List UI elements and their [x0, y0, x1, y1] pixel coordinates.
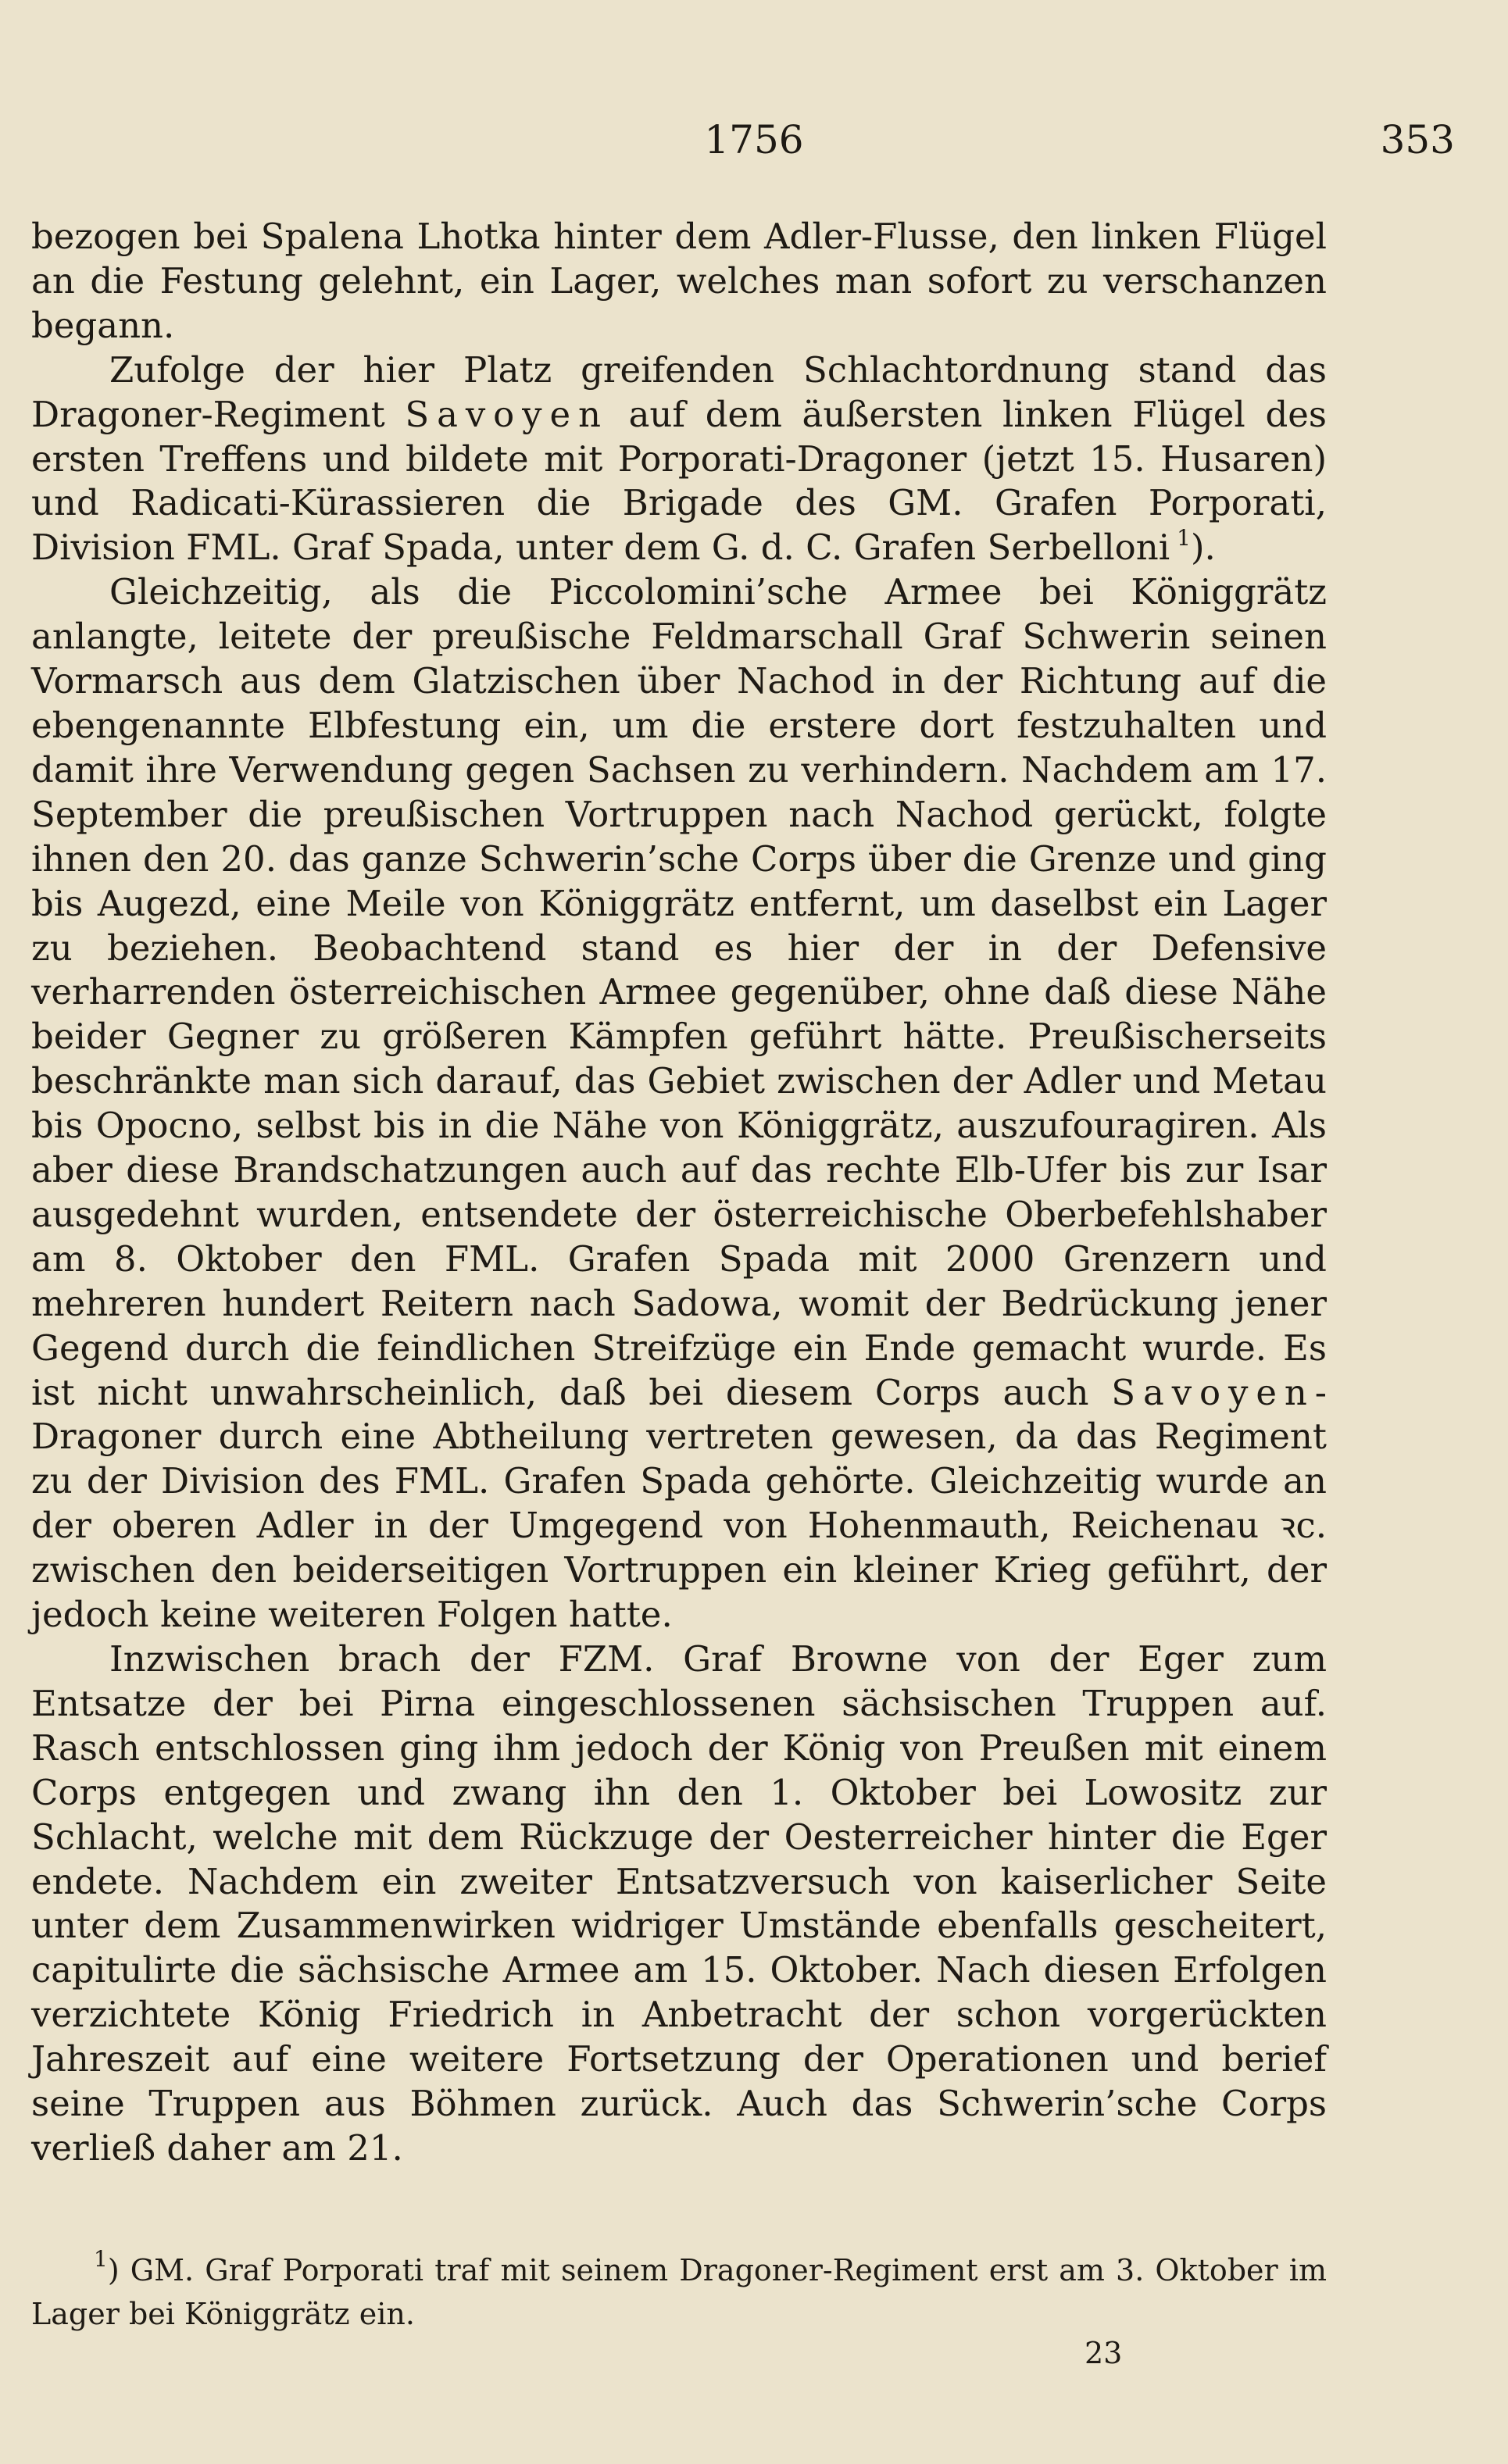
paragraph-3-text-a: Gleichzeitig, als die Piccolomini’sche Armee bei Königgrätz anlangte, leitete der preußische Feldmarschall Graf Schwerin seinen Vormarsch aus dem Glatzischen über Nachod in der Richtung auf die ebengenannte Elbfestung ein, um die erstere dort festzuhalten und damit ihre Verwendung gegen Sachsen zu verhindern. Nachdem am 17. September die preußischen Vortruppen nach Nachod gerückt, folgte ihnen den 20. das ganze Schwerin’sche Corps über die Grenze und ging bis Augezd, eine Meile von Königgrätz entfernt, um daselbst ein Lager zu beziehen. Beobachtend stand es hier der in der Defensive verharrenden österreichischen Armee gegenüber, ohne daß diese Nähe beider Gegner zu größeren Kämpfen geführt hätte. Preußischerseits beschränkte man sich darauf, das Gebiet zwischen der Adler und Metau bis Opocno, selbst bis in die Nähe von Königgrätz, auszufouragiren. Als aber diese Brandschatzungen auch auf das rechte Elb-Ufer bis zur Isar ausgedehnt wurden, entsendete der österreichische Oberbefehlshaber am 8. Oktober den FML. Grafen Spada mit 2000 Grenzern und mehreren hundert Reitern nach Sadowa, womit der Bedrückung jener Gegend durch die feindlichen Streifzüge ein Ende gemacht wurde. Es ist nicht unwahrscheinlich, daß bei diesem Corps auch	[31, 571, 1327, 1413]
footnote	[31, 2248, 1327, 2336]
paragraph-3	[31, 570, 1327, 1637]
paragraph-2-text-c: ).	[1190, 527, 1216, 569]
footnote-marker: 1	[94, 2246, 108, 2272]
paragraph-1	[31, 215, 1327, 348]
regiment-name-spaced: Savoyen	[1111, 1371, 1315, 1413]
footnote-paragraph	[31, 2248, 1327, 2336]
main-text	[31, 215, 1327, 2171]
paragraph-2-text-a: Zufolge der hier Platz greifenden Schlachtordnung stand das Dragoner-Regiment	[31, 348, 1327, 435]
paragraph-2-text-b: auf dem äußersten linken Flügel des ersten Treffens und bildete mit Porporati-Dragoner (jetzt 15. Husaren) und Radicati-Kürassieren die Brigade des GM. Grafen Porporati, Division FML. Graf Spada, unter dem G. d. C. Grafen Serbelloni	[31, 393, 1327, 569]
regiment-name-spaced: Savoyen	[405, 393, 609, 435]
page-header	[31, 117, 1477, 172]
footnote-text: ) GM. Graf Porporati traf mit seinem Dragoner-Regiment erst am 3. Oktober im Lager bei Königgrätz ein.	[31, 2253, 1327, 2331]
page-number: 353	[1380, 117, 1455, 162]
footnote-ref: 1	[1177, 525, 1191, 552]
paragraph-1-text: bezogen bei Spalena Lhotka hinter dem Adler-Flusse, den linken Flügel an die Festung gelehnt, ein Lager, welches man sofort zu verschanzen begann.	[31, 216, 1327, 346]
paragraph-3-text-b: -Dragoner durch eine Abtheilung vertreten gewesen, da das Regiment zu der Division des FML. Grafen Spada gehörte. Gleichzeitig wurde an der oberen Adler in der Umgegend von Hohenmauth, Reichenau ꝛc. zwischen den beiderseitigen Vortruppen ein kleiner Krieg geführt, der jedoch keine weiteren Folgen hatte.	[31, 1371, 1327, 1636]
paragraph-2	[31, 348, 1327, 571]
paragraph-4-text: Inzwischen brach der FZM. Graf Browne von der Eger zum Entsatze der bei Pirna eingeschlossenen sächsischen Truppen auf. Rasch entschlossen ging ihm jedoch der König von Preußen mit einem Corps entgegen und zwang ihn den 1. Oktober bei Lowositz zur Schlacht, welche mit dem Rückzuge der Oesterreicher hinter die Eger endete. Nachdem ein zweiter Entsatzversuch von kaiserlicher Seite unter dem Zusammenwirken widriger Umstände ebenfalls gescheitert, capitulirte die sächsische Armee am 15. Oktober. Nach diesen Erfolgen verzichtete König Friedrich in Anbetracht der schon vorgerückten Jahreszeit auf eine weitere Fortsetzung der Operationen und berief seine Truppen aus Böhmen zurück. Auch das Schwerin’sche Corps verließ daher am 21.	[31, 1638, 1327, 2169]
signature-mark: 23	[1085, 2336, 1123, 2370]
paragraph-4	[31, 1637, 1327, 2171]
running-title-year: 1756	[704, 117, 804, 162]
